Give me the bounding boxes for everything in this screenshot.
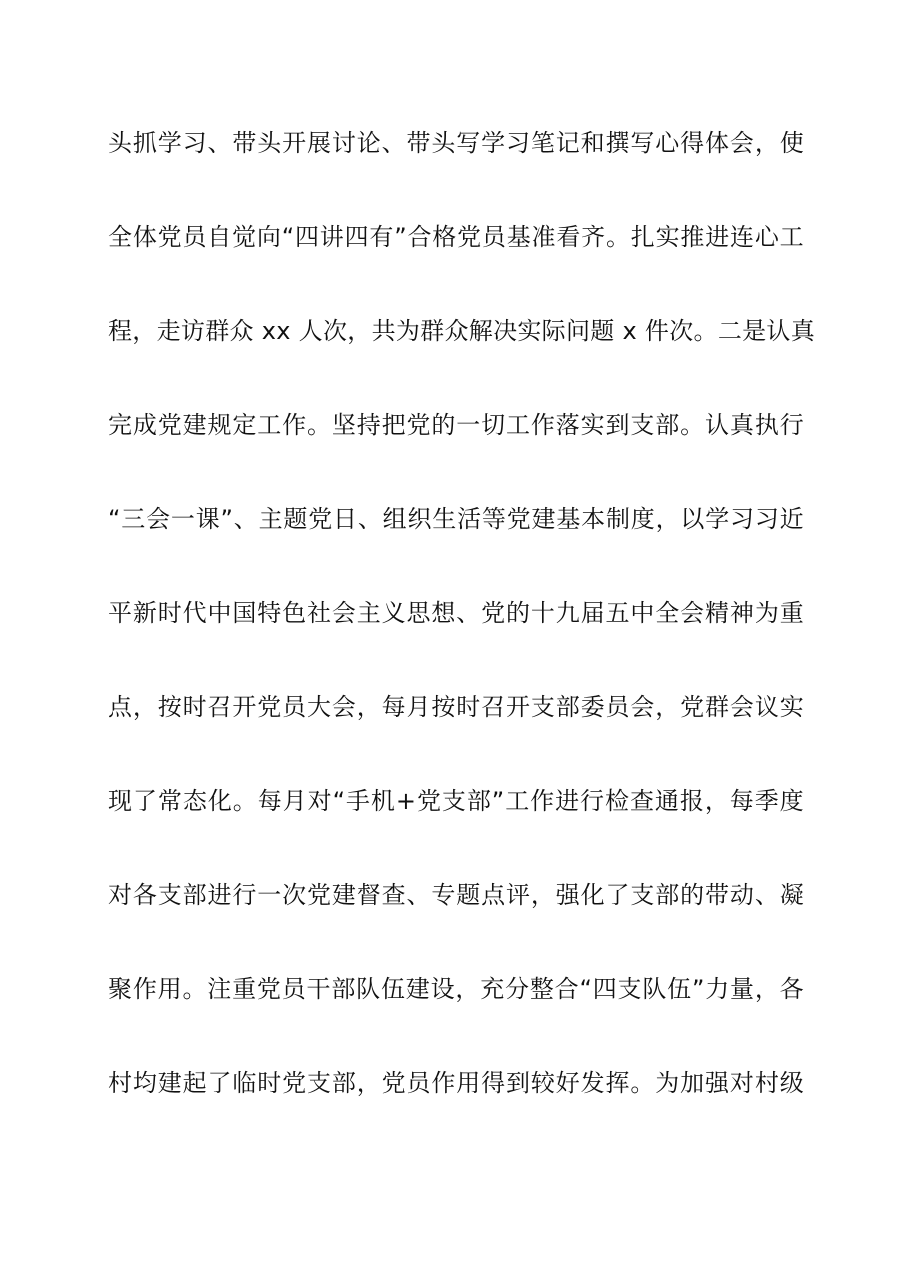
text-line-10: 聚作用。注重党员干部队伍建设，充分整合“四支队伍”力量，各 bbox=[108, 975, 804, 1003]
text-line-11: 村均建起了临时党支部，党员作用得到较好发挥。为加强对村级 bbox=[108, 1069, 804, 1097]
text-line-8: 现了常态化。每月对“手机+党支部”工作进行检查通报，每季度 bbox=[108, 787, 804, 815]
text-line-4: 完成党建规定工作。坚持把党的一切工作落实到支部。认真执行 bbox=[108, 411, 804, 439]
text-line-5: “三会一课”、主题党日、组织生活等党建基本制度，以学习习近 bbox=[108, 505, 804, 533]
text-line-6: 平新时代中国特色社会主义思想、党的十九届五中全会精神为重 bbox=[108, 599, 804, 627]
text-line-9: 对各支部进行一次党建督查、专题点评，强化了支部的带动、凝 bbox=[108, 881, 804, 909]
text-line-7: 点，按时召开党员大会，每月按时召开支部委员会，党群会议实 bbox=[108, 693, 804, 721]
document-body-text bbox=[108, 120, 816, 1154]
text-line-1: 头抓学习、带头开展讨论、带头写学习笔记和撰写心得体会，使 bbox=[108, 129, 804, 157]
text-line-3: 程，走访群众 xx 人次，共为群众解决实际问题 x 件次。二是认真 bbox=[108, 317, 816, 345]
text-line-2: 全体党员自觉向“四讲四有”合格党员基准看齐。扎实推进连心工 bbox=[108, 223, 804, 251]
